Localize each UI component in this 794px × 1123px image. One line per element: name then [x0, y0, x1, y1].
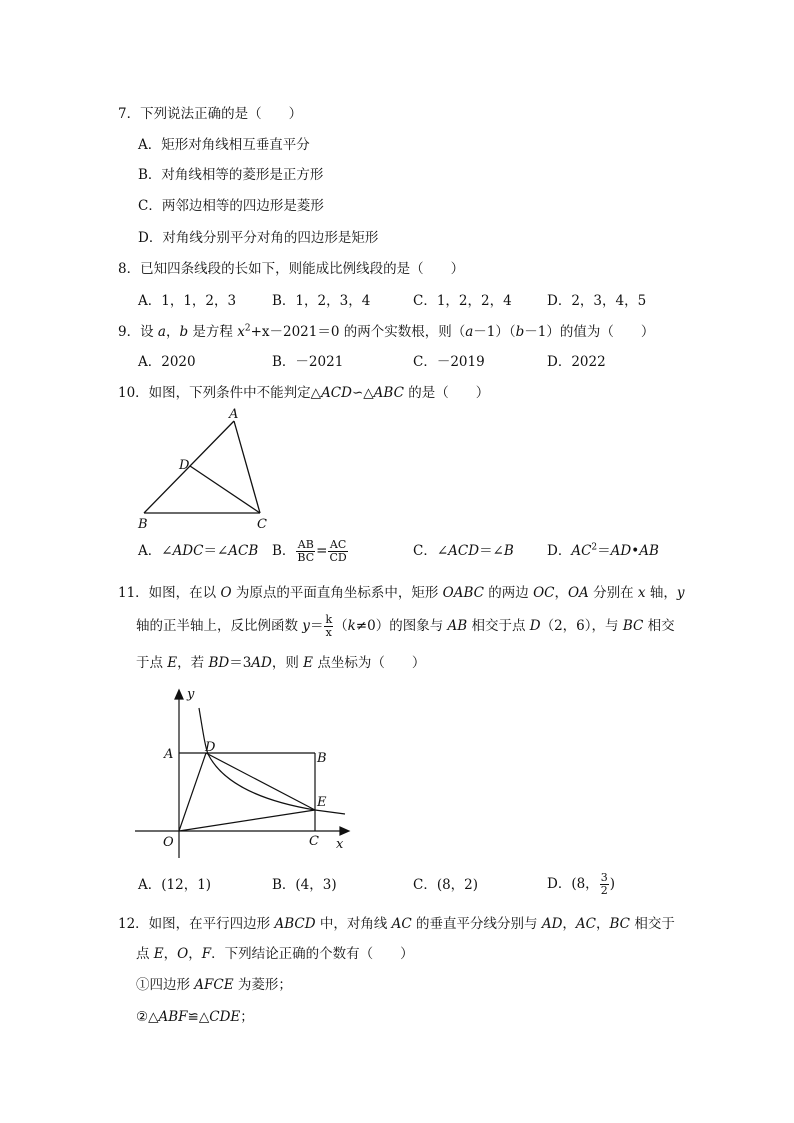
question-9-option-a: A．2020	[138, 354, 196, 370]
question-7-option-b: B．对角线相等的菱形是正方形	[138, 167, 324, 183]
question-9-option-b: B．－2021	[272, 354, 344, 370]
question-12-line-1: 12．如图，在平行四边形 ABCD 中，对角线 AC 的垂直平分线分别与 AD，AC，BC 相交于	[118, 916, 675, 932]
label-o: O	[163, 835, 174, 850]
question-8-option-c: C．1，2，2，4	[413, 293, 512, 309]
x-axis-arrow	[340, 827, 349, 835]
label-b: B	[138, 517, 148, 532]
question-10-option-a: A．∠ADC＝∠ACB	[138, 543, 259, 559]
question-12-statement-2: ②△ABF≌△CDE；	[136, 1009, 254, 1025]
question-9-option-d: D．2022	[547, 354, 606, 370]
question-8-stem: 8．已知四条线段的长如下，则能成比例线段的是（ ）	[118, 261, 465, 277]
label-x: x	[336, 837, 344, 852]
label-y: y	[187, 687, 195, 702]
label-e: E	[317, 795, 327, 810]
label-c: C	[309, 834, 319, 849]
label-d: D	[205, 740, 216, 755]
question-7-option-d: D．对角线分别平分对角的四边形是矩形	[138, 230, 379, 246]
segment-ac	[234, 421, 260, 513]
question-10-option-b: B． $\frac{AB}{BC}$ = $\frac{AC}{CD}$	[272, 538, 347, 564]
segment-oe	[179, 810, 315, 831]
label-b: B	[317, 751, 327, 766]
fraction-ac-cd: $\frac{AC}{CD}$	[329, 538, 347, 564]
y-axis-arrow	[175, 690, 183, 699]
triangle-figure	[130, 404, 280, 534]
fraction-ab-bc: $\frac{AB}{BC}$	[297, 538, 315, 564]
question-8-option-b: B．1，2，3，4	[272, 293, 371, 309]
segment-dc	[190, 466, 260, 513]
question-11-option-a: A．(12，1)	[138, 877, 212, 893]
question-11-option-c: C．(8，2)	[413, 877, 479, 893]
question-10-stem: 10．如图，下列条件中不能判定△ACD∽△ABC 的是（ ）	[118, 385, 490, 401]
question-7-stem: 7．下列说法正确的是（ ）	[118, 106, 303, 122]
label-a: A	[164, 747, 174, 762]
question-7-option-a: A．矩形对角线相互垂直平分	[138, 137, 310, 153]
label-c: C	[257, 517, 267, 532]
question-8-option-d: D．2，3，4，5	[547, 293, 647, 309]
question-7-option-c: C．两邻边相等的四边形是菱形	[138, 198, 324, 214]
question-10-option-d: D．$AC^2=AD•AB$	[547, 542, 659, 559]
segment-de	[206, 753, 315, 810]
question-9-option-c: C．－2019	[413, 354, 485, 370]
label-d: D	[179, 458, 190, 473]
label-a: A	[229, 407, 239, 422]
question-12-statement-1: ①四边形 AFCE 为菱形；	[136, 977, 292, 993]
question-11-line-2: 轴的正半轴上，反比例函数 y＝ $\frac{k}{x}$ （k≠0）的图象与 AB 相交于点 D（2，6），与 BC 相交	[136, 613, 675, 639]
question-8-option-a: A．1，1，2，3	[138, 293, 237, 309]
question-11-line-3: 于点 E，若 BD＝3AD，则 E 点坐标为（ ）	[136, 655, 426, 671]
question-11-option-b: B．(4，3)	[272, 877, 337, 893]
fraction-k-over-x: $\frac{k}{x}$	[325, 613, 333, 639]
segment-od	[179, 753, 206, 831]
coordinate-figure	[135, 686, 365, 858]
fraction-3-over-2: $\frac{3}{2}$	[600, 871, 608, 897]
question-11-option-d: D．(8， $\frac{3}{2}$ )	[547, 871, 615, 897]
question-9-stem: 9．设 a，b 是方程 $x^2+x-2021=0$ 的两个实数根，则（a－1）（b－1）的值为（ ）	[118, 323, 655, 340]
question-10-option-c: C．∠ACD＝∠B	[413, 543, 514, 559]
question-12-line-2: 点 E，O，F．下列结论正确的个数有（ ）	[136, 946, 414, 962]
question-11-line-1: 11．如图，在以 O 为原点的平面直角坐标系中，矩形 OABC 的两边 OC，OA 分别在 x 轴，y	[118, 585, 685, 601]
